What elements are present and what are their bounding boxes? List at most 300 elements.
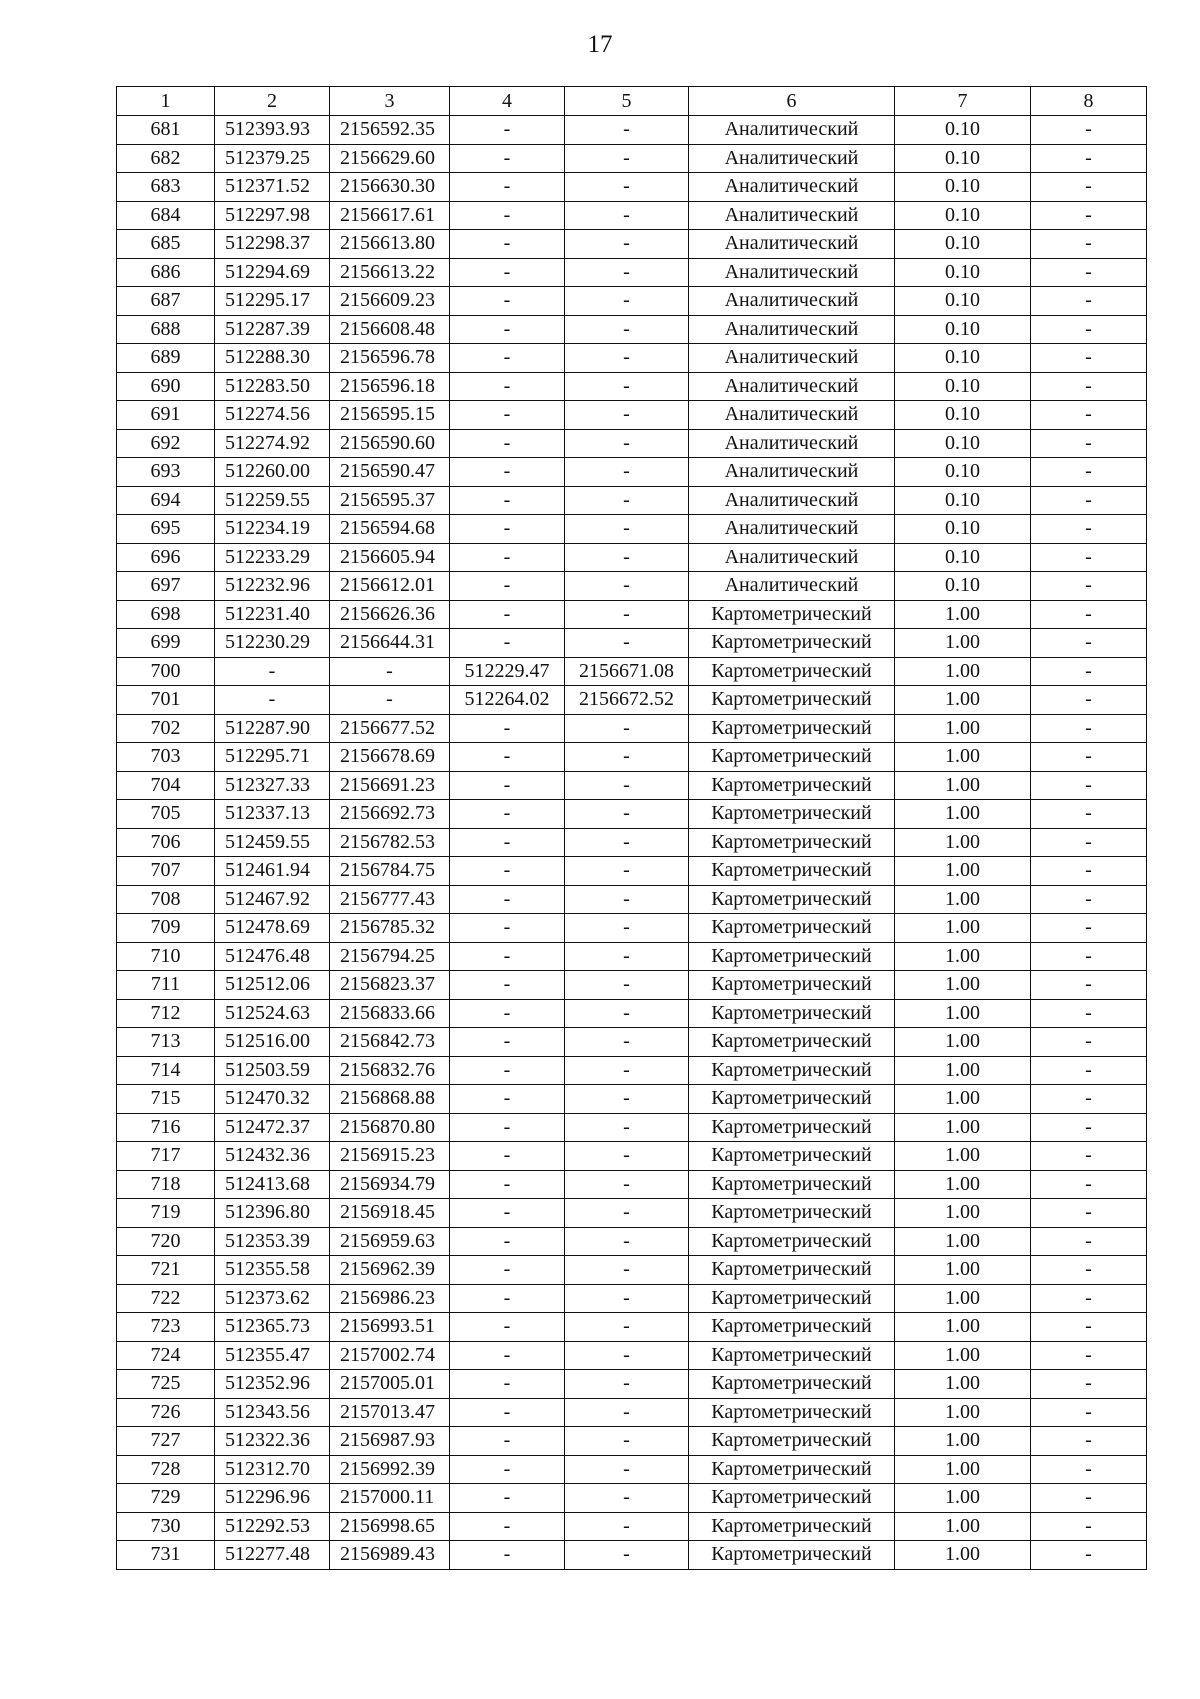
note-cell: -	[1031, 429, 1147, 458]
method-cell: Картометрический	[689, 857, 895, 886]
x-coordinate-alt-cell: -	[450, 1227, 565, 1256]
y-coordinate-cell: 2156989.43	[330, 1541, 450, 1570]
table-row	[117, 173, 1147, 202]
accuracy-cell: 1.00	[895, 800, 1031, 829]
accuracy-cell: 1.00	[895, 1056, 1031, 1085]
y-coordinate-alt-cell: -	[565, 942, 689, 971]
x-coordinate-cell: 512371.52	[215, 173, 330, 202]
y-coordinate-alt-cell: -	[565, 144, 689, 173]
x-coordinate-alt-cell: 512229.47	[450, 657, 565, 686]
y-coordinate-cell: 2156832.76	[330, 1056, 450, 1085]
y-coordinate-alt-cell: -	[565, 1427, 689, 1456]
point-number-cell: 714	[117, 1056, 215, 1085]
table-body	[117, 116, 1147, 1570]
note-cell: -	[1031, 600, 1147, 629]
x-coordinate-alt-cell: -	[450, 1541, 565, 1570]
note-cell: -	[1031, 1313, 1147, 1342]
x-coordinate-cell: -	[215, 686, 330, 715]
x-coordinate-cell: 512274.56	[215, 401, 330, 430]
x-coordinate-cell: 512337.13	[215, 800, 330, 829]
point-number-cell: 731	[117, 1541, 215, 1570]
accuracy-cell: 1.00	[895, 1199, 1031, 1228]
point-number-cell: 687	[117, 287, 215, 316]
method-cell: Картометрический	[689, 1484, 895, 1513]
note-cell: -	[1031, 800, 1147, 829]
y-coordinate-cell: 2156609.23	[330, 287, 450, 316]
note-cell: -	[1031, 1455, 1147, 1484]
y-coordinate-alt-cell: -	[565, 1512, 689, 1541]
y-coordinate-alt-cell: -	[565, 1484, 689, 1513]
table-row	[117, 429, 1147, 458]
point-number-cell: 704	[117, 771, 215, 800]
x-coordinate-alt-cell: -	[450, 1512, 565, 1541]
x-coordinate-cell: 512393.93	[215, 116, 330, 145]
point-number-cell: 696	[117, 543, 215, 572]
table-row	[117, 629, 1147, 658]
column-header-5: 5	[565, 87, 689, 116]
y-coordinate-alt-cell: -	[565, 344, 689, 373]
method-cell: Аналитический	[689, 543, 895, 572]
x-coordinate-alt-cell: -	[450, 1256, 565, 1285]
y-coordinate-alt-cell: -	[565, 743, 689, 772]
accuracy-cell: 1.00	[895, 1085, 1031, 1114]
point-number-cell: 710	[117, 942, 215, 971]
x-coordinate-cell: 512298.37	[215, 230, 330, 259]
x-coordinate-cell: 512312.70	[215, 1455, 330, 1484]
point-number-cell: 720	[117, 1227, 215, 1256]
y-coordinate-cell: 2156678.69	[330, 743, 450, 772]
x-coordinate-cell: 512296.96	[215, 1484, 330, 1513]
y-coordinate-cell: 2156992.39	[330, 1455, 450, 1484]
method-cell: Картометрический	[689, 1512, 895, 1541]
y-coordinate-cell: 2156595.15	[330, 401, 450, 430]
method-cell: Аналитический	[689, 258, 895, 287]
y-coordinate-alt-cell: -	[565, 857, 689, 886]
x-coordinate-cell: 512432.36	[215, 1142, 330, 1171]
y-coordinate-cell: 2156677.52	[330, 714, 450, 743]
accuracy-cell: 1.00	[895, 1227, 1031, 1256]
method-cell: Аналитический	[689, 201, 895, 230]
y-coordinate-alt-cell: 2156672.52	[565, 686, 689, 715]
y-coordinate-cell: 2156612.01	[330, 572, 450, 601]
method-cell: Аналитический	[689, 429, 895, 458]
y-coordinate-alt-cell: 2156671.08	[565, 657, 689, 686]
note-cell: -	[1031, 173, 1147, 202]
method-cell: Картометрический	[689, 1284, 895, 1313]
point-number-cell: 722	[117, 1284, 215, 1313]
y-coordinate-alt-cell: -	[565, 1370, 689, 1399]
y-coordinate-cell: 2156794.25	[330, 942, 450, 971]
note-cell: -	[1031, 287, 1147, 316]
x-coordinate-alt-cell: -	[450, 914, 565, 943]
x-coordinate-alt-cell: -	[450, 429, 565, 458]
point-number-cell: 682	[117, 144, 215, 173]
x-coordinate-cell: 512295.17	[215, 287, 330, 316]
table-row	[117, 486, 1147, 515]
note-cell: -	[1031, 657, 1147, 686]
accuracy-cell: 0.10	[895, 429, 1031, 458]
accuracy-cell: 0.10	[895, 344, 1031, 373]
table-row	[117, 828, 1147, 857]
point-number-cell: 691	[117, 401, 215, 430]
point-number-cell: 693	[117, 458, 215, 487]
accuracy-cell: 1.00	[895, 771, 1031, 800]
accuracy-cell: 0.10	[895, 458, 1031, 487]
x-coordinate-cell: 512292.53	[215, 1512, 330, 1541]
x-coordinate-alt-cell: 512264.02	[450, 686, 565, 715]
x-coordinate-alt-cell: -	[450, 486, 565, 515]
x-coordinate-alt-cell: -	[450, 315, 565, 344]
y-coordinate-alt-cell: -	[565, 771, 689, 800]
y-coordinate-alt-cell: -	[565, 1199, 689, 1228]
y-coordinate-cell: -	[330, 657, 450, 686]
point-number-cell: 699	[117, 629, 215, 658]
x-coordinate-cell: 512478.69	[215, 914, 330, 943]
accuracy-cell: 1.00	[895, 1170, 1031, 1199]
method-cell: Картометрический	[689, 885, 895, 914]
method-cell: Аналитический	[689, 315, 895, 344]
y-coordinate-cell: 2156608.48	[330, 315, 450, 344]
accuracy-cell: 1.00	[895, 857, 1031, 886]
x-coordinate-alt-cell: -	[450, 1142, 565, 1171]
method-cell: Картометрический	[689, 600, 895, 629]
point-number-cell: 715	[117, 1085, 215, 1114]
method-cell: Картометрический	[689, 1170, 895, 1199]
method-cell: Картометрический	[689, 1455, 895, 1484]
y-coordinate-alt-cell: -	[565, 714, 689, 743]
table-row	[117, 1056, 1147, 1085]
table-row	[117, 600, 1147, 629]
point-number-cell: 707	[117, 857, 215, 886]
column-header-2: 2	[215, 87, 330, 116]
table-row	[117, 657, 1147, 686]
y-coordinate-cell: 2156785.32	[330, 914, 450, 943]
x-coordinate-alt-cell: -	[450, 1313, 565, 1342]
x-coordinate-alt-cell: -	[450, 1113, 565, 1142]
y-coordinate-cell: 2156592.35	[330, 116, 450, 145]
x-coordinate-cell: 512287.39	[215, 315, 330, 344]
point-number-cell: 724	[117, 1341, 215, 1370]
table-row	[117, 1113, 1147, 1142]
method-cell: Картометрический	[689, 971, 895, 1000]
accuracy-cell: 1.00	[895, 1370, 1031, 1399]
note-cell: -	[1031, 344, 1147, 373]
y-coordinate-alt-cell: -	[565, 1142, 689, 1171]
note-cell: -	[1031, 1056, 1147, 1085]
table-row	[117, 743, 1147, 772]
y-coordinate-alt-cell: -	[565, 230, 689, 259]
point-number-cell: 697	[117, 572, 215, 601]
accuracy-cell: 1.00	[895, 999, 1031, 1028]
accuracy-cell: 1.00	[895, 971, 1031, 1000]
note-cell: -	[1031, 1028, 1147, 1057]
point-number-cell: 725	[117, 1370, 215, 1399]
method-cell: Картометрический	[689, 1341, 895, 1370]
accuracy-cell: 1.00	[895, 1541, 1031, 1570]
x-coordinate-cell: 512373.62	[215, 1284, 330, 1313]
accuracy-cell: 1.00	[895, 942, 1031, 971]
accuracy-cell: 0.10	[895, 287, 1031, 316]
note-cell: -	[1031, 743, 1147, 772]
x-coordinate-cell: 512467.92	[215, 885, 330, 914]
y-coordinate-alt-cell: -	[565, 800, 689, 829]
y-coordinate-cell: 2156782.53	[330, 828, 450, 857]
point-number-cell: 728	[117, 1455, 215, 1484]
y-coordinate-cell: 2156613.80	[330, 230, 450, 259]
x-coordinate-alt-cell: -	[450, 999, 565, 1028]
note-cell: -	[1031, 543, 1147, 572]
accuracy-cell: 0.10	[895, 572, 1031, 601]
accuracy-cell: 1.00	[895, 1427, 1031, 1456]
y-coordinate-cell: 2156644.31	[330, 629, 450, 658]
method-cell: Картометрический	[689, 1113, 895, 1142]
accuracy-cell: 1.00	[895, 1398, 1031, 1427]
table-row	[117, 1313, 1147, 1342]
coordinates-table	[116, 86, 1147, 1570]
note-cell: -	[1031, 857, 1147, 886]
accuracy-cell: 1.00	[895, 600, 1031, 629]
note-cell: -	[1031, 999, 1147, 1028]
x-coordinate-cell: 512295.71	[215, 743, 330, 772]
table-row	[117, 572, 1147, 601]
point-number-cell: 718	[117, 1170, 215, 1199]
y-coordinate-cell: 2156959.63	[330, 1227, 450, 1256]
table-row	[117, 543, 1147, 572]
point-number-cell: 681	[117, 116, 215, 145]
note-cell: -	[1031, 885, 1147, 914]
method-cell: Аналитический	[689, 515, 895, 544]
method-cell: Аналитический	[689, 486, 895, 515]
table-row	[117, 942, 1147, 971]
method-cell: Картометрический	[689, 828, 895, 857]
table-row	[117, 315, 1147, 344]
accuracy-cell: 1.00	[895, 743, 1031, 772]
x-coordinate-alt-cell: -	[450, 1484, 565, 1513]
x-coordinate-cell: 512461.94	[215, 857, 330, 886]
accuracy-cell: 0.10	[895, 543, 1031, 572]
x-coordinate-cell: 512512.06	[215, 971, 330, 1000]
note-cell: -	[1031, 1398, 1147, 1427]
x-coordinate-cell: 512476.48	[215, 942, 330, 971]
page-number: 17	[587, 31, 613, 58]
y-coordinate-cell: 2156630.30	[330, 173, 450, 202]
point-number-cell: 684	[117, 201, 215, 230]
accuracy-cell: 1.00	[895, 1455, 1031, 1484]
note-cell: -	[1031, 1256, 1147, 1285]
y-coordinate-cell: 2156605.94	[330, 543, 450, 572]
note-cell: -	[1031, 1484, 1147, 1513]
x-coordinate-cell: 512233.29	[215, 543, 330, 572]
note-cell: -	[1031, 1427, 1147, 1456]
table-row	[117, 1142, 1147, 1171]
table-header	[117, 87, 1147, 116]
point-number-cell: 698	[117, 600, 215, 629]
y-coordinate-alt-cell: -	[565, 1398, 689, 1427]
column-header-8: 8	[1031, 87, 1147, 116]
y-coordinate-cell: 2156617.61	[330, 201, 450, 230]
y-coordinate-cell: 2156590.60	[330, 429, 450, 458]
note-cell: -	[1031, 971, 1147, 1000]
accuracy-cell: 1.00	[895, 714, 1031, 743]
table-row	[117, 1341, 1147, 1370]
point-number-cell: 701	[117, 686, 215, 715]
y-coordinate-alt-cell: -	[565, 572, 689, 601]
note-cell: -	[1031, 1284, 1147, 1313]
y-coordinate-cell: 2156870.80	[330, 1113, 450, 1142]
column-header-7: 7	[895, 87, 1031, 116]
method-cell: Аналитический	[689, 230, 895, 259]
method-cell: Картометрический	[689, 1028, 895, 1057]
point-number-cell: 712	[117, 999, 215, 1028]
y-coordinate-alt-cell: -	[565, 1341, 689, 1370]
accuracy-cell: 1.00	[895, 657, 1031, 686]
y-coordinate-cell: 2157000.11	[330, 1484, 450, 1513]
x-coordinate-alt-cell: -	[450, 173, 565, 202]
note-cell: -	[1031, 714, 1147, 743]
y-coordinate-alt-cell: -	[565, 1113, 689, 1142]
x-coordinate-cell: 512353.39	[215, 1227, 330, 1256]
x-coordinate-alt-cell: -	[450, 800, 565, 829]
method-cell: Аналитический	[689, 401, 895, 430]
method-cell: Картометрический	[689, 914, 895, 943]
x-coordinate-cell: 512322.36	[215, 1427, 330, 1456]
y-coordinate-alt-cell: -	[565, 1056, 689, 1085]
note-cell: -	[1031, 1370, 1147, 1399]
x-coordinate-cell: 512287.90	[215, 714, 330, 743]
method-cell: Аналитический	[689, 458, 895, 487]
y-coordinate-alt-cell: -	[565, 600, 689, 629]
point-number-cell: 695	[117, 515, 215, 544]
accuracy-cell: 1.00	[895, 1028, 1031, 1057]
x-coordinate-cell: 512352.96	[215, 1370, 330, 1399]
column-header-1: 1	[117, 87, 215, 116]
x-coordinate-cell: 512277.48	[215, 1541, 330, 1570]
y-coordinate-alt-cell: -	[565, 458, 689, 487]
point-number-cell: 708	[117, 885, 215, 914]
y-coordinate-alt-cell: -	[565, 828, 689, 857]
x-coordinate-alt-cell: -	[450, 1056, 565, 1085]
note-cell: -	[1031, 572, 1147, 601]
accuracy-cell: 1.00	[895, 1484, 1031, 1513]
y-coordinate-cell: 2157002.74	[330, 1341, 450, 1370]
note-cell: -	[1031, 1227, 1147, 1256]
x-coordinate-cell: 512343.56	[215, 1398, 330, 1427]
x-coordinate-alt-cell: -	[450, 230, 565, 259]
accuracy-cell: 1.00	[895, 686, 1031, 715]
x-coordinate-alt-cell: -	[450, 372, 565, 401]
x-coordinate-cell: 512365.73	[215, 1313, 330, 1342]
y-coordinate-cell: 2156691.23	[330, 771, 450, 800]
x-coordinate-cell: 512516.00	[215, 1028, 330, 1057]
y-coordinate-alt-cell: -	[565, 486, 689, 515]
x-coordinate-alt-cell: -	[450, 885, 565, 914]
x-coordinate-alt-cell: -	[450, 1199, 565, 1228]
y-coordinate-alt-cell: -	[565, 914, 689, 943]
point-number-cell: 694	[117, 486, 215, 515]
x-coordinate-alt-cell: -	[450, 1028, 565, 1057]
x-coordinate-cell: 512355.58	[215, 1256, 330, 1285]
note-cell: -	[1031, 486, 1147, 515]
table-row	[117, 1199, 1147, 1228]
x-coordinate-alt-cell: -	[450, 1427, 565, 1456]
accuracy-cell: 1.00	[895, 1113, 1031, 1142]
x-coordinate-alt-cell: -	[450, 828, 565, 857]
method-cell: Аналитический	[689, 372, 895, 401]
method-cell: Картометрический	[689, 771, 895, 800]
accuracy-cell: 0.10	[895, 315, 1031, 344]
table-row	[117, 1227, 1147, 1256]
point-number-cell: 683	[117, 173, 215, 202]
table-row	[117, 258, 1147, 287]
table-row	[117, 857, 1147, 886]
x-coordinate-cell: 512274.92	[215, 429, 330, 458]
x-coordinate-alt-cell: -	[450, 287, 565, 316]
y-coordinate-alt-cell: -	[565, 1284, 689, 1313]
y-coordinate-cell: 2156596.78	[330, 344, 450, 373]
y-coordinate-alt-cell: -	[565, 287, 689, 316]
y-coordinate-alt-cell: -	[565, 1085, 689, 1114]
x-coordinate-alt-cell: -	[450, 1341, 565, 1370]
y-coordinate-cell: 2156596.18	[330, 372, 450, 401]
y-coordinate-alt-cell: -	[565, 1170, 689, 1199]
table-row	[117, 885, 1147, 914]
table-row	[117, 971, 1147, 1000]
note-cell: -	[1031, 1170, 1147, 1199]
accuracy-cell: 0.10	[895, 173, 1031, 202]
y-coordinate-alt-cell: -	[565, 629, 689, 658]
point-number-cell: 685	[117, 230, 215, 259]
note-cell: -	[1031, 515, 1147, 544]
point-number-cell: 688	[117, 315, 215, 344]
table-row	[117, 116, 1147, 145]
accuracy-cell: 0.10	[895, 372, 1031, 401]
x-coordinate-alt-cell: -	[450, 515, 565, 544]
note-cell: -	[1031, 1541, 1147, 1570]
point-number-cell: 719	[117, 1199, 215, 1228]
x-coordinate-cell: 512355.47	[215, 1341, 330, 1370]
point-number-cell: 709	[117, 914, 215, 943]
accuracy-cell: 0.10	[895, 515, 1031, 544]
point-number-cell: 729	[117, 1484, 215, 1513]
y-coordinate-cell: 2156998.65	[330, 1512, 450, 1541]
point-number-cell: 716	[117, 1113, 215, 1142]
note-cell: -	[1031, 1113, 1147, 1142]
y-coordinate-alt-cell: -	[565, 971, 689, 1000]
table-row	[117, 458, 1147, 487]
y-coordinate-cell: -	[330, 686, 450, 715]
table-row	[117, 771, 1147, 800]
y-coordinate-cell: 2156629.60	[330, 144, 450, 173]
y-coordinate-cell: 2156987.93	[330, 1427, 450, 1456]
accuracy-cell: 1.00	[895, 629, 1031, 658]
y-coordinate-cell: 2156934.79	[330, 1170, 450, 1199]
point-number-cell: 700	[117, 657, 215, 686]
accuracy-cell: 1.00	[895, 1512, 1031, 1541]
x-coordinate-cell: 512472.37	[215, 1113, 330, 1142]
y-coordinate-alt-cell: -	[565, 315, 689, 344]
accuracy-cell: 0.10	[895, 486, 1031, 515]
accuracy-cell: 0.10	[895, 401, 1031, 430]
x-coordinate-cell: 512327.33	[215, 771, 330, 800]
method-cell: Картометрический	[689, 1398, 895, 1427]
y-coordinate-alt-cell: -	[565, 401, 689, 430]
point-number-cell: 706	[117, 828, 215, 857]
y-coordinate-alt-cell: -	[565, 372, 689, 401]
y-coordinate-cell: 2156842.73	[330, 1028, 450, 1057]
point-number-cell: 690	[117, 372, 215, 401]
point-number-cell: 705	[117, 800, 215, 829]
y-coordinate-alt-cell: -	[565, 999, 689, 1028]
